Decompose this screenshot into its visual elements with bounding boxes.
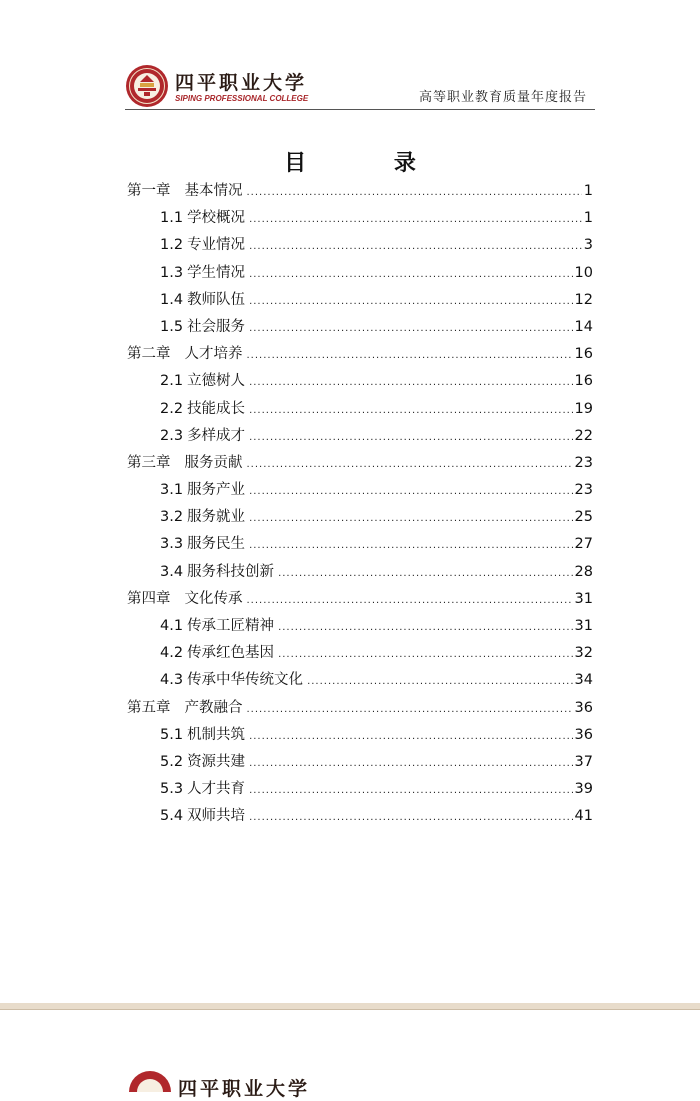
toc-chapter-entry[interactable] [127, 586, 593, 613]
toc-title: 目 录 [284, 151, 456, 176]
toc-entry-number: 第四章 [127, 590, 171, 607]
toc-page-number: 23 [574, 454, 593, 471]
toc-entry-label [160, 504, 245, 531]
toc-entry-number: 1.5 [160, 318, 184, 335]
logo-chinese-name: 四平职业大学 [175, 72, 308, 94]
toc-dot-leader [249, 505, 572, 532]
toc-entry-number: 3.1 [160, 482, 184, 499]
next-page-logo-text: 四平职业大学 [178, 1078, 311, 1100]
toc-page-number: 36 [574, 699, 593, 716]
toc-entry-title: 传承中华传统文化 [187, 672, 304, 689]
toc-chapter-entry[interactable] [127, 450, 593, 477]
toc-entry-title: 多样成才 [187, 427, 246, 444]
toc-entry-title: 服务产业 [187, 482, 246, 499]
toc-entry-number: 5.3 [160, 781, 184, 798]
toc-dot-leader [249, 723, 572, 750]
toc-entry-title: 服务就业 [187, 509, 246, 526]
toc-section-entry[interactable] [127, 396, 593, 423]
toc-entry-number: 第一章 [127, 183, 171, 199]
toc-entry-label [127, 341, 243, 368]
toc-page-number: 16 [574, 373, 593, 390]
toc-entry-label [127, 178, 243, 205]
toc-entry-label [127, 450, 243, 477]
toc-dot-leader [247, 342, 573, 369]
toc-entry-label [160, 749, 245, 776]
toc-section-entry[interactable] [127, 287, 593, 314]
toc-entry-label [160, 613, 274, 640]
toc-entry-number: 3.3 [160, 536, 184, 553]
toc-page-number: 1 [583, 210, 593, 227]
toc-entry-label [127, 695, 243, 722]
toc-dot-leader [249, 288, 572, 315]
toc-entry-title: 专业情况 [187, 237, 246, 254]
toc-entry-title: 基本情况 [184, 183, 243, 199]
toc-entry-title: 产教融合 [184, 699, 243, 716]
toc-dot-leader [249, 532, 572, 559]
toc-entry-number: 5.4 [160, 808, 184, 825]
toc-page-number: 14 [574, 318, 593, 335]
toc-entry-number: 1.3 [160, 264, 184, 281]
toc-entry-label [127, 586, 243, 613]
toc-page-number: 41 [574, 808, 593, 825]
toc-dot-leader [278, 560, 572, 587]
header-divider [125, 109, 595, 110]
toc-entry-title: 资源共建 [187, 753, 246, 770]
report-title: 高等职业教育质量年度报告 [418, 90, 587, 105]
toc-entry-label [160, 396, 245, 423]
toc-entry-title: 教师队伍 [187, 291, 246, 308]
toc-entry-title: 服务科技创新 [187, 563, 275, 580]
page-header [125, 62, 595, 110]
toc-entry-number: 4.2 [160, 645, 184, 662]
toc-dot-leader [249, 261, 572, 288]
toc-dot-leader [278, 641, 572, 668]
toc-dot-leader [249, 369, 572, 396]
toc-dot-leader [247, 587, 573, 614]
toc-entry-number: 5.2 [160, 753, 184, 770]
toc-entry-title: 社会服务 [187, 318, 246, 335]
toc-page-number: 37 [574, 753, 593, 770]
toc-dot-leader [278, 614, 572, 641]
toc-page-number: 27 [574, 536, 593, 553]
toc-section-entry[interactable] [127, 776, 593, 803]
toc-dot-leader [249, 750, 572, 777]
toc-page-number: 34 [574, 672, 593, 689]
toc-page-number: 39 [574, 781, 593, 798]
toc-entry-label [160, 559, 274, 586]
college-seal-icon [125, 64, 169, 108]
toc-dot-leader [247, 451, 573, 478]
toc-entry-title: 人才共育 [187, 781, 246, 798]
toc-entry-label [160, 477, 245, 504]
next-page-seal-icon [128, 1070, 172, 1092]
college-logo [125, 64, 309, 108]
toc-entry-number: 3.4 [160, 563, 184, 580]
toc-chapter-entry[interactable] [127, 695, 593, 722]
toc-dot-leader [247, 696, 573, 723]
toc-entry-label [160, 722, 245, 749]
toc-page-number: 32 [574, 645, 593, 662]
toc-dot-leader [247, 179, 582, 206]
toc-entry-number: 1.1 [160, 210, 184, 227]
toc-dot-leader [249, 206, 582, 233]
toc-section-entry[interactable] [127, 232, 593, 259]
toc-dot-leader [249, 777, 572, 804]
toc-section-entry[interactable] [127, 559, 593, 586]
toc-entry-number: 第二章 [127, 346, 171, 363]
toc-entry-title: 学生情况 [187, 264, 246, 281]
toc-section-entry[interactable] [127, 749, 593, 776]
toc-section-entry[interactable] [127, 504, 593, 531]
toc-page-number: 28 [574, 563, 593, 580]
table-of-contents [127, 178, 593, 831]
toc-section-entry[interactable] [127, 205, 593, 232]
toc-dot-leader [249, 315, 572, 342]
page-footer-line [0, 1009, 700, 1010]
toc-page-number: 31 [574, 590, 593, 607]
toc-entry-title: 文化传承 [184, 590, 243, 607]
toc-section-entry[interactable] [127, 314, 593, 341]
toc-section-entry[interactable] [127, 667, 593, 694]
toc-page-number: 19 [574, 400, 593, 417]
toc-entry-label [160, 205, 245, 232]
toc-entry-number: 2.1 [160, 373, 184, 390]
toc-page-number: 12 [574, 291, 593, 308]
toc-entry-label [160, 260, 245, 287]
toc-entry-label [160, 803, 245, 830]
toc-entry-title: 机制共筑 [187, 726, 246, 743]
toc-dot-leader [249, 478, 572, 505]
toc-dot-leader [249, 804, 572, 831]
toc-entry-label [160, 232, 245, 259]
toc-entry-label [160, 423, 245, 450]
toc-page-number: 36 [574, 726, 593, 743]
toc-entry-number: 3.2 [160, 509, 184, 526]
toc-chapter-entry[interactable] [127, 178, 593, 205]
toc-dot-leader [249, 424, 572, 451]
toc-entry-number: 5.1 [160, 726, 184, 743]
toc-entry-label [160, 531, 245, 558]
toc-page-number: 10 [574, 264, 593, 281]
logo-english-name: SIPING PROFESSIONAL COLLEGE [175, 94, 309, 103]
toc-section-entry[interactable] [127, 260, 593, 287]
toc-entry-title: 技能成长 [187, 400, 246, 417]
toc-entry-title: 人才培养 [184, 346, 243, 363]
toc-section-entry[interactable] [127, 803, 593, 830]
toc-entry-label [160, 667, 303, 694]
toc-page-number: 31 [574, 618, 593, 634]
toc-entry-number: 2.3 [160, 427, 184, 444]
toc-entry-number: 1.4 [160, 291, 184, 308]
toc-entry-number: 第三章 [127, 454, 171, 471]
toc-entry-label [160, 368, 245, 395]
toc-page-number: 16 [574, 346, 593, 363]
toc-section-entry[interactable] [127, 640, 593, 667]
toc-entry-title: 服务民生 [187, 536, 246, 553]
toc-entry-number: 4.1 [160, 618, 184, 634]
toc-entry-title: 传承红色基因 [187, 645, 275, 662]
toc-entry-title: 学校概况 [187, 210, 246, 227]
toc-entry-number: 第五章 [127, 699, 171, 716]
toc-page-number: 3 [583, 237, 593, 254]
toc-page-number: 22 [574, 427, 593, 444]
toc-page-number: 25 [574, 509, 593, 526]
toc-entry-title: 传承工匠精神 [187, 618, 275, 634]
toc-entry-number: 1.2 [160, 237, 184, 254]
toc-section-entry[interactable] [127, 722, 593, 749]
toc-entry-label [160, 287, 245, 314]
toc-entry-label [160, 640, 274, 667]
toc-section-entry[interactable] [127, 368, 593, 395]
toc-dot-leader [307, 668, 572, 695]
toc-entry-number: 2.2 [160, 400, 184, 417]
toc-entry-title: 双师共培 [187, 808, 246, 825]
toc-dot-leader [249, 397, 572, 424]
toc-entry-label [160, 776, 245, 803]
toc-entry-title: 服务贡献 [184, 454, 243, 471]
toc-page-number: 1 [583, 183, 593, 199]
toc-entry-number: 4.3 [160, 672, 184, 689]
toc-entry-label [160, 314, 245, 341]
toc-section-entry[interactable] [127, 613, 593, 640]
toc-section-entry[interactable] [127, 531, 593, 558]
toc-section-entry[interactable] [127, 423, 593, 450]
toc-page-number: 23 [574, 482, 593, 499]
toc-section-entry[interactable] [127, 477, 593, 504]
toc-chapter-entry[interactable] [127, 341, 593, 368]
toc-dot-leader [249, 233, 582, 260]
toc-entry-title: 立德树人 [187, 373, 246, 390]
